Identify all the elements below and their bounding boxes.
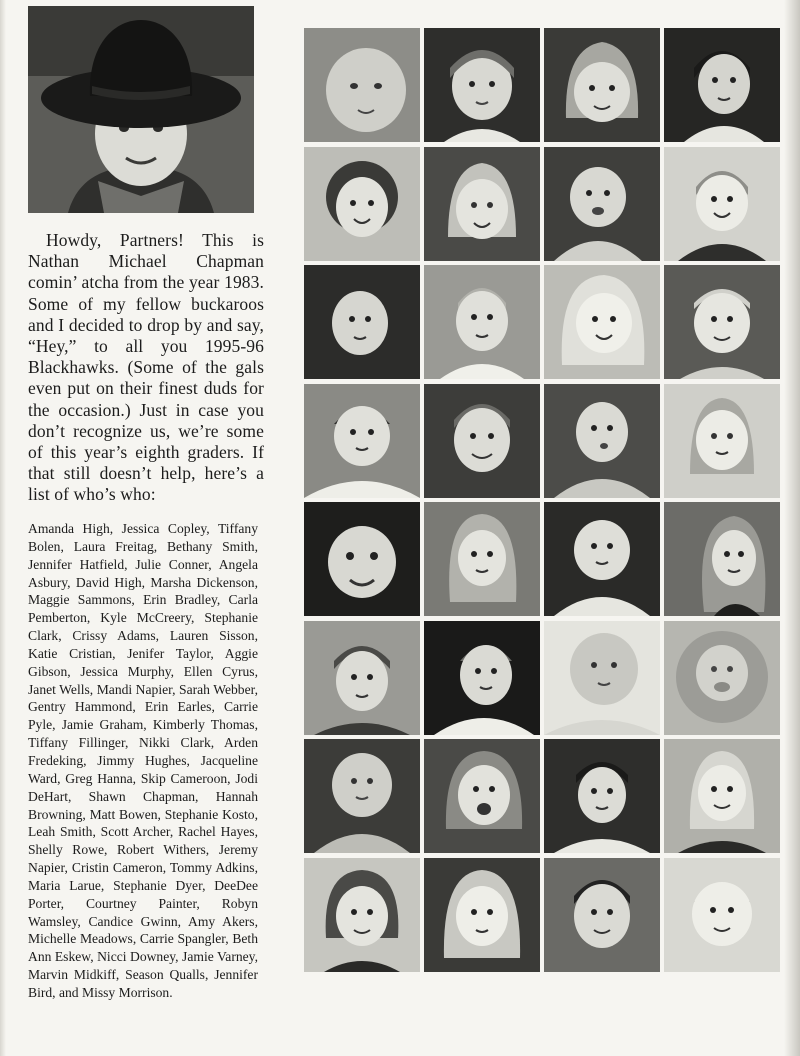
baby-photo <box>664 858 780 972</box>
names-list: Amanda High, Jessica Copley, Tiffany Bolen, Laura Freitag, Bethany Smith, Jennifer Hatfield, Julie Conner, Angela Asbury, David High, Marsha Dickenson, Maggie Sammons, Erin Bradley, Carla Pemberton, Kyle McCreery, Stephanie Clark, Crissy Adams, Lauren Sisson, Katie Cristian, Jenifer Taylor, Aggie Gibson, Jessica Murphy, Ellen Cyrus, Janet Wells, Mandi Napier, Sarah Webber, Gentry Hammond, Erin Earles, Carrie Pyle, Jamie Graham, Kimberly Thomas, Tiffany Fillinger, Nikki Clark, Arden Fredeking, Jimmy Hughes, Jacqueline Ward, Greg Hanna, Skip Cameroon, Jodi DeHart, Shawn Chapman, Hannah Browning, Matt Bowen, Stephanie Kosto, Leah Smith, Scott Archer, Rachel Hayes, Shelly Rowe, Robert Withers, Jeremy Napier, Cristin Cameron, Tommy Adkins, Maria Larue, Stephanie Dyer, DeeDee Porter, Courtney Painter, Robyn Wamsley, Candice Gwinn, Amy Akers, Michelle Meadows, Carrie Spangler, Beth Ann Eskew, Nicci Downey, Jamie Varney, Marvin Midkiff, Season Qualls, Jennifer Bird, and Missy Morrison. <box>28 521 258 1000</box>
hero-photo-cowboy-boy <box>28 6 254 213</box>
baby-photo <box>304 265 420 379</box>
baby-photo <box>304 147 420 261</box>
baby-photo <box>544 739 660 853</box>
baby-photo <box>304 28 420 142</box>
baby-photo <box>544 265 660 379</box>
baby-photo <box>664 265 780 379</box>
page-binding-shadow <box>0 0 6 1056</box>
baby-photo <box>304 384 420 498</box>
baby-photo <box>304 502 420 616</box>
baby-photo-grid <box>304 28 780 972</box>
baby-photo <box>664 739 780 853</box>
baby-photo <box>664 28 780 142</box>
baby-photo <box>304 858 420 972</box>
baby-photo <box>544 621 660 735</box>
baby-photo <box>304 739 420 853</box>
baby-photo <box>424 28 540 142</box>
baby-photo <box>424 502 540 616</box>
intro-paragraph: Howdy, Partners! This is Nathan Michael Chapman comin’ atcha from the year 1983. Some of my fellow buckaroos and I decided to drop by and say, “Hey,” to all you 1995-96 Blackhawks. (Some of the gals even put on their finest duds for the occasion.) Just in case you don’t recognize us, we’re some of this year’s eighth graders. If that still doesn’t help, here’s a list of who’s who: <box>28 230 264 505</box>
baby-photo <box>544 384 660 498</box>
baby-photo <box>664 502 780 616</box>
baby-photo <box>544 147 660 261</box>
baby-photo <box>664 384 780 498</box>
baby-photo <box>424 858 540 972</box>
baby-photo <box>424 621 540 735</box>
baby-photo <box>544 28 660 142</box>
baby-photo <box>544 858 660 972</box>
baby-photo <box>424 265 540 379</box>
baby-photo <box>304 621 420 735</box>
baby-photo <box>424 147 540 261</box>
page-edge-shadow <box>784 0 800 1056</box>
baby-photo <box>424 739 540 853</box>
baby-photo <box>424 384 540 498</box>
baby-photo <box>544 502 660 616</box>
baby-photo <box>664 621 780 735</box>
baby-photo <box>664 147 780 261</box>
